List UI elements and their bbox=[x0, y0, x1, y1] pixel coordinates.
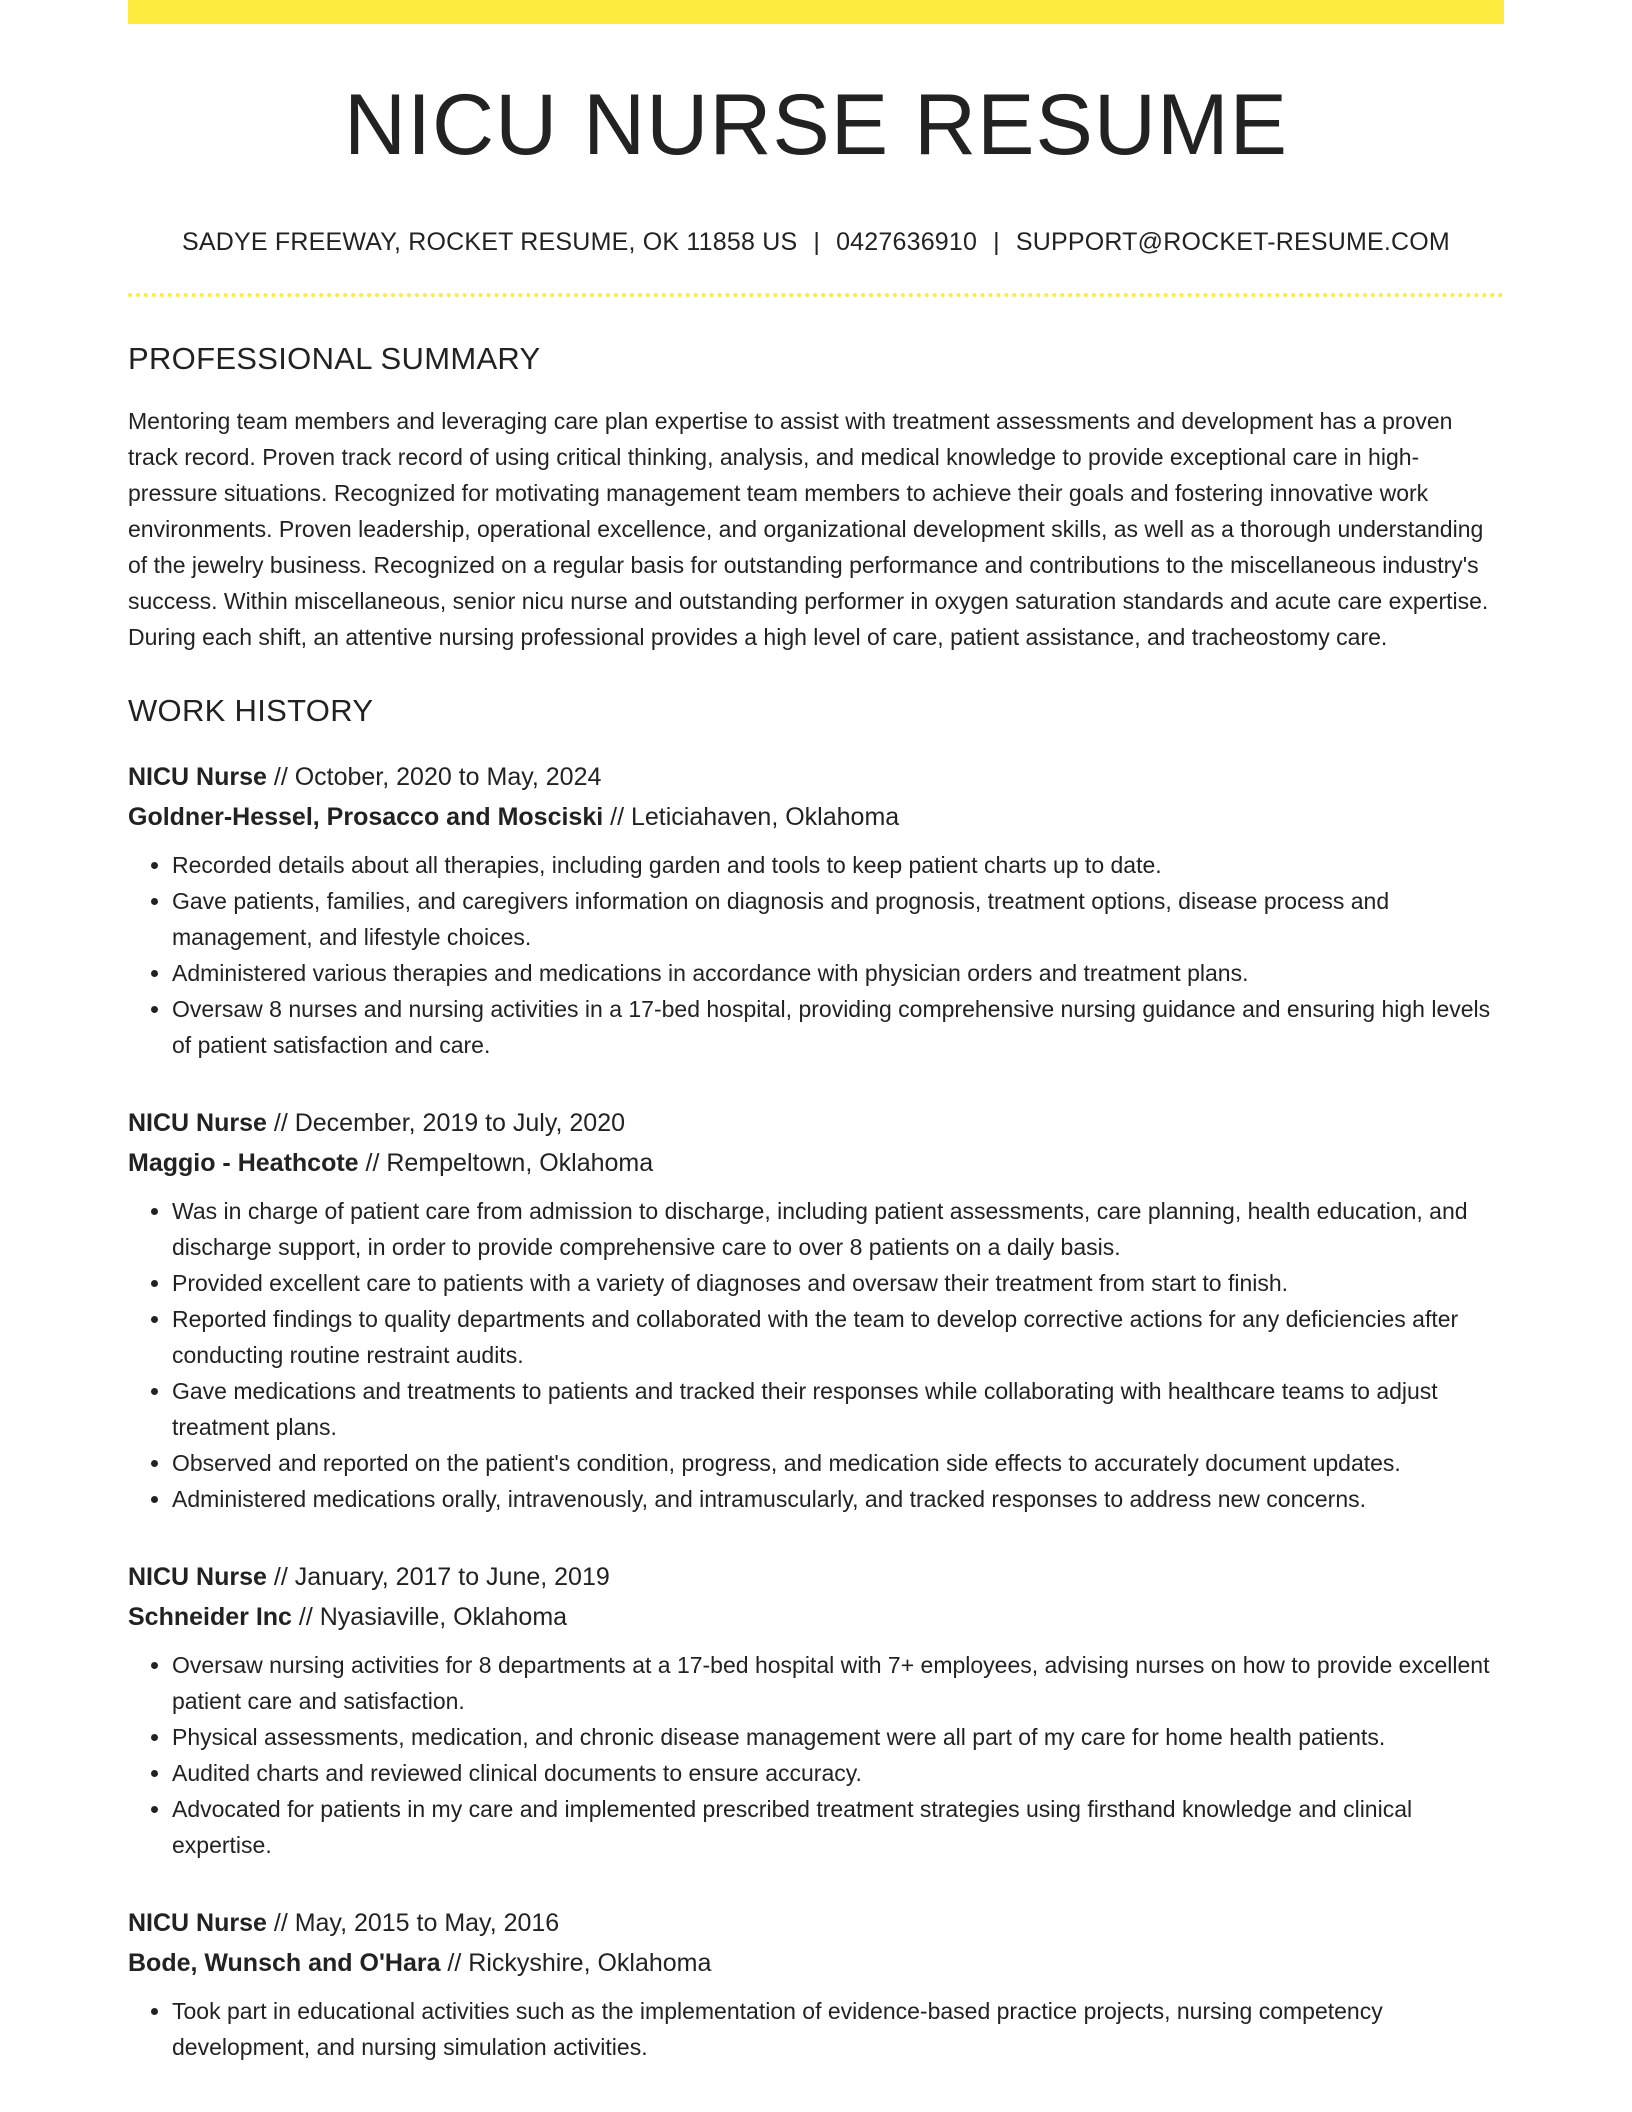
job-role-line bbox=[128, 757, 1504, 797]
job-bullet: • Took part in educational activities such as the implementation of evidence-based practice projects, nursing competency development, and nursing simulation activities. bbox=[172, 1993, 1504, 2065]
job-bullet: • Audited charts and reviewed clinical documents to ensure accuracy. bbox=[172, 1755, 1504, 1791]
job-entry bbox=[128, 1903, 1504, 2065]
contact-separator: | bbox=[813, 228, 821, 257]
job-location: // Rickyshire, Oklahoma bbox=[440, 1949, 712, 1978]
job-bullets bbox=[128, 1193, 1504, 1517]
job-company-line bbox=[128, 1943, 1504, 1983]
summary-heading: PROFESSIONAL SUMMARY bbox=[128, 341, 541, 377]
job-bullet: • Provided excellent care to patients with a variety of diagnoses and oversaw their treatment from start to finish. bbox=[172, 1265, 1504, 1301]
job-company: Schneider Inc bbox=[128, 1603, 292, 1632]
resume-page bbox=[128, 0, 1504, 2065]
job-company-line bbox=[128, 1597, 1504, 1637]
contact-address: SADYE FREEWAY, ROCKET RESUME, OK 11858 US bbox=[182, 228, 798, 257]
job-entry bbox=[128, 1103, 1504, 1517]
job-bullet: • Gave medications and treatments to patients and tracked their responses while collaborating with healthcare teams to adjust treatment plans. bbox=[172, 1373, 1504, 1445]
job-bullet: • Was in charge of patient care from admission to discharge, including patient assessments, care planning, health education, and discharge support, in order to provide comprehensive care to over 8 patients on a daily basis. bbox=[172, 1193, 1504, 1265]
contact-email: SUPPORT@ROCKET-RESUME.COM bbox=[1015, 228, 1450, 257]
job-bullet: • Observed and reported on the patient's condition, progress, and medication side effects to accurately document updates. bbox=[172, 1445, 1504, 1481]
job-role: NICU Nurse bbox=[128, 1563, 267, 1592]
job-role-line bbox=[128, 1557, 1504, 1597]
job-company: Goldner-Hessel, Prosacco and Mosciski bbox=[128, 803, 604, 832]
contact-phone: 0427636910 bbox=[836, 228, 978, 257]
accent-top-bar bbox=[128, 0, 1504, 24]
job-role: NICU Nurse bbox=[128, 763, 267, 792]
resume-title: NICU NURSE RESUME bbox=[344, 77, 1288, 173]
job-role: NICU Nurse bbox=[128, 1109, 267, 1138]
job-location: // Nyasiaville, Oklahoma bbox=[291, 1603, 568, 1632]
job-role-line bbox=[128, 1903, 1504, 1943]
summary-text: Mentoring team members and leveraging care plan expertise to assist with treatment assessments and development has a proven track record. Proven track record of using critical thinking, analysis, and medical knowledge to provide exceptional care in high-pressure situations. Recognized for motivating management team members to achieve their goals and fostering innovative work environments. Proven leadership, operational excellence, and organizational development skills, as well as a thorough understanding of the jewelry business. Recognized on a regular basis for outstanding performance and contributions to the miscellaneous industry's success. Within miscellaneous, senior nicu nurse and outstanding performer in oxygen saturation standards and acute care expertise. During each shift, an attentive nursing professional provides a high level of care, patient assistance, and tracheostomy care. bbox=[128, 408, 1489, 651]
job-company: Bode, Wunsch and O'Hara bbox=[128, 1949, 441, 1978]
job-company-line bbox=[128, 1143, 1504, 1183]
job-company-line bbox=[128, 797, 1504, 837]
job-bullets bbox=[128, 1993, 1504, 2065]
job-bullet: • Gave patients, families, and caregivers information on diagnosis and prognosis, treatment options, disease process and management, and lifestyle choices. bbox=[172, 883, 1504, 955]
job-location: // Rempeltown, Oklahoma bbox=[358, 1149, 654, 1178]
job-dates: // October, 2020 to May, 2024 bbox=[266, 763, 602, 792]
job-bullets bbox=[128, 1647, 1504, 1863]
job-bullet: • Recorded details about all therapies, including garden and tools to keep patient charts up to date. bbox=[172, 847, 1504, 883]
job-dates: // May, 2015 to May, 2016 bbox=[266, 1909, 560, 1938]
job-bullet: • Administered various therapies and medications in accordance with physician orders and treatment plans. bbox=[172, 955, 1504, 991]
job-entry bbox=[128, 757, 1504, 1063]
work-history-heading: WORK HISTORY bbox=[128, 693, 374, 729]
job-bullet: • Oversaw 8 nurses and nursing activities in a 17-bed hospital, providing comprehensive nursing guidance and ensuring high levels of patient satisfaction and care. bbox=[172, 991, 1504, 1063]
job-dates: // December, 2019 to July, 2020 bbox=[266, 1109, 626, 1138]
job-entry bbox=[128, 1557, 1504, 1863]
job-role-line bbox=[128, 1103, 1504, 1143]
job-role: NICU Nurse bbox=[128, 1909, 267, 1938]
job-bullets bbox=[128, 847, 1504, 1063]
job-bullet: • Physical assessments, medication, and chronic disease management were all part of my care for home health patients. bbox=[172, 1719, 1504, 1755]
job-company: Maggio - Heathcote bbox=[128, 1149, 359, 1178]
job-bullet: • Oversaw nursing activities for 8 departments at a 17-bed hospital with 7+ employees, advising nurses on how to provide excellent patient care and satisfaction. bbox=[172, 1647, 1504, 1719]
contact-line bbox=[128, 228, 1504, 257]
work-history-list bbox=[128, 757, 1504, 2065]
job-location: // Leticiahaven, Oklahoma bbox=[603, 803, 900, 832]
job-bullet: • Administered medications orally, intravenously, and intramuscularly, and tracked responses to address new concerns. bbox=[172, 1481, 1504, 1517]
dotted-divider bbox=[128, 293, 1504, 297]
job-dates: // January, 2017 to June, 2019 bbox=[266, 1563, 610, 1592]
job-bullet: • Advocated for patients in my care and implemented prescribed treatment strategies using firsthand knowledge and clinical expertise. bbox=[172, 1791, 1504, 1863]
contact-separator: | bbox=[993, 228, 1000, 257]
job-bullet: • Reported findings to quality departments and collaborated with the team to develop corrective actions for any deficiencies after conducting routine restraint audits. bbox=[172, 1301, 1504, 1373]
